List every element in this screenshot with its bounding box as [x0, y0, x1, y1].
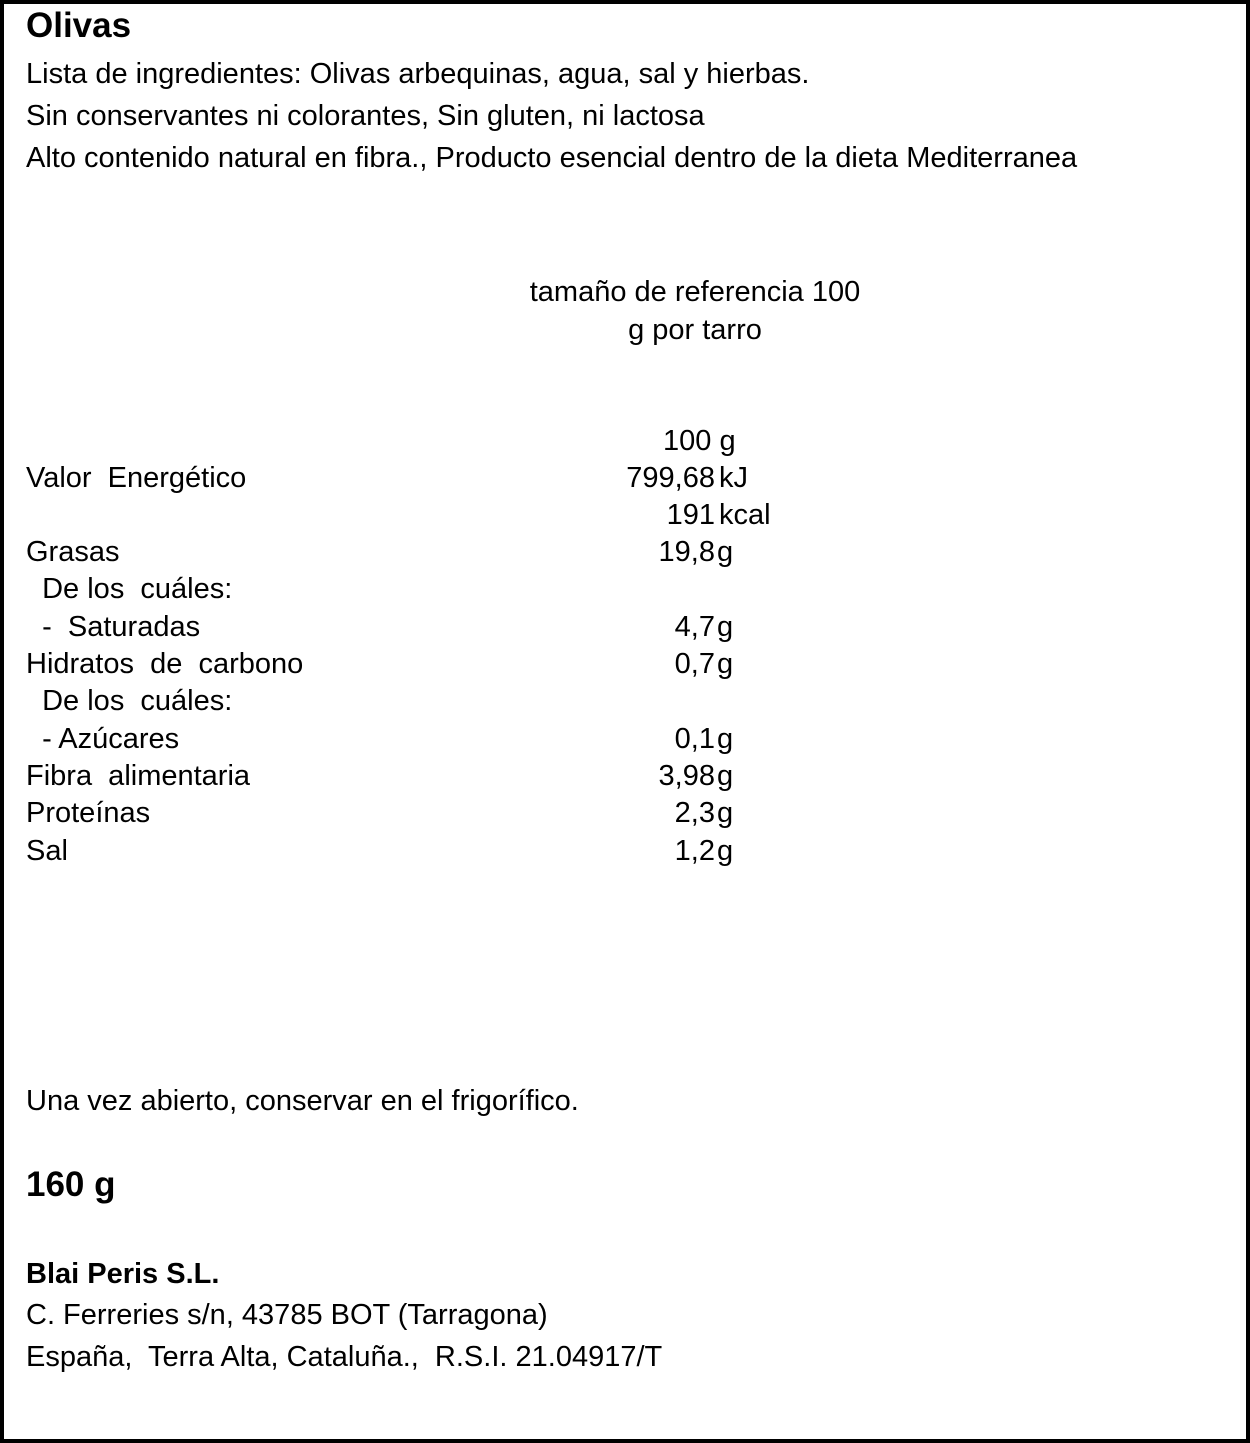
nutrient-value: 0,1: [674, 723, 715, 755]
nutrient-label: De los cuáles:: [26, 685, 233, 717]
storage-instructions: Una vez abierto, conservar en el frigorífico.: [26, 1085, 579, 1117]
nutrient-label: De los cuáles:: [26, 573, 233, 605]
energy-kj-unit: kJ: [719, 462, 748, 494]
nutrient-value: 3,98: [658, 760, 715, 792]
energy-kcal-value: 191: [666, 499, 715, 531]
nutrient-label: - Saturadas: [26, 611, 201, 643]
nutrient-label: Grasas: [26, 536, 120, 568]
nutrient-label: - Azúcares: [26, 723, 180, 755]
company-region: España, Terra Alta, Cataluña., R.S.I. 21.04917/T: [26, 1341, 663, 1373]
nutrient-unit: g: [717, 760, 734, 792]
nutrient-label: Fibra alimentaria: [26, 760, 251, 792]
nutrient-unit: g: [717, 648, 734, 680]
company-address: C. Ferreries s/n, 43785 BOT (Tarragona): [26, 1299, 548, 1331]
nutrient-value: 19,8: [658, 536, 715, 568]
company-name: Blai Peris S.L.: [26, 1258, 220, 1290]
nutrient-unit: g: [717, 797, 734, 829]
nutrient-unit: g: [717, 835, 734, 867]
nutrient-value: 2,3: [674, 797, 715, 829]
nutrient-label: Sal: [26, 835, 68, 867]
nutrient-label: Proteínas: [26, 797, 151, 829]
energy-label: Valor Energético: [26, 462, 247, 494]
product-name: Olivas: [26, 6, 132, 45]
nutrient-label: Hidratos de carbono: [26, 648, 304, 680]
nutrient-value: 0,7: [674, 648, 715, 680]
reference-size-line-1: tamaño de referencia 100: [529, 276, 861, 308]
nutrient-value: 4,7: [674, 611, 715, 643]
nutrient-value: 1,2: [674, 835, 715, 867]
claims-line-2: Alto contenido natural en fibra., Producto esencial dentro de la dieta Mediterranea: [26, 142, 1078, 174]
nutrient-unit: g: [717, 536, 734, 568]
nutrient-unit: g: [717, 723, 734, 755]
net-weight: 160 g: [26, 1165, 116, 1204]
ingredients-text: Lista de ingredientes: Olivas arbequinas, agua, sal y hierbas.: [26, 58, 810, 90]
nutrition-column-header: 100 g: [663, 425, 736, 457]
reference-size-line-2: g por tarro: [628, 314, 762, 346]
claims-line-1: Sin conservantes ni colorantes, Sin gluten, ni lactosa: [26, 100, 705, 132]
nutrient-unit: g: [717, 611, 734, 643]
energy-kcal-unit: kcal: [719, 499, 771, 531]
energy-kj-value: 799,68: [626, 462, 715, 494]
